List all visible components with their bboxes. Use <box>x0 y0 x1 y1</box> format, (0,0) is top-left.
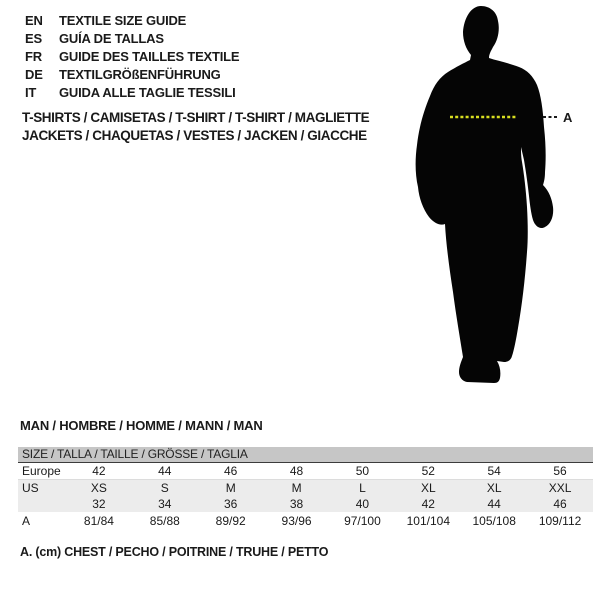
row-label: Europe <box>22 464 61 478</box>
language-code: EN <box>25 13 43 28</box>
measurement-caption: A. (cm) CHEST / PECHO / POITRINE / TRUHE / PETTO <box>20 545 329 559</box>
row-label: A <box>22 514 31 528</box>
table-cell: S <box>160 481 169 495</box>
category-jackets: JACKETS / CHAQUETAS / VESTES / JACKEN / GIACCHE <box>22 128 367 143</box>
size-table-header <box>18 447 593 463</box>
table-cell: 54 <box>487 464 501 478</box>
language-row <box>25 66 239 84</box>
category-tshirts: T-SHIRTS / CAMISETAS / T-SHIRT / T-SHIRT / MAGLIETTE <box>22 110 370 125</box>
table-row-numeric <box>18 496 593 512</box>
language-code: ES <box>25 31 42 46</box>
language-row <box>25 12 239 30</box>
table-cell: 101/104 <box>406 514 450 528</box>
language-code: DE <box>25 67 43 82</box>
table-cell: 36 <box>224 497 238 511</box>
table-cell: 34 <box>158 497 172 511</box>
size-table <box>18 447 593 530</box>
table-cell: M <box>225 481 236 495</box>
category-list <box>22 109 369 145</box>
language-label: GUIDE DES TAILLES TEXTILE <box>59 49 240 64</box>
table-row-us <box>18 480 593 496</box>
table-row-europe <box>18 463 593 480</box>
table-cell: 52 <box>421 464 435 478</box>
man-silhouette <box>416 6 554 383</box>
language-row <box>25 84 239 102</box>
man-silhouette-svg <box>400 0 580 395</box>
size-table-header-label: SIZE / TALLA / TAILLE / GRÖSSE / TAGLIA <box>22 447 248 461</box>
table-cell: 40 <box>355 497 370 511</box>
language-row <box>25 30 239 48</box>
language-label: GUIDA ALLE TAGLIE TESSILI <box>59 85 236 100</box>
table-cell: 46 <box>553 497 567 511</box>
table-cell: L <box>359 481 366 495</box>
table-row-a-chest <box>18 512 593 530</box>
table-cell: XXL <box>548 481 572 495</box>
table-cell: 42 <box>92 464 106 478</box>
language-list <box>25 12 239 102</box>
table-cell: 93/96 <box>281 514 312 528</box>
table-cell: 56 <box>553 464 567 478</box>
table-cell: 42 <box>421 497 435 511</box>
table-cell: 109/112 <box>538 514 582 528</box>
table-cell: 85/88 <box>149 514 180 528</box>
table-cell: XL <box>486 481 502 495</box>
table-cell: 50 <box>355 464 370 478</box>
row-label: US <box>22 481 39 495</box>
table-cell: 44 <box>487 497 501 511</box>
table-cell: 81/84 <box>83 514 114 528</box>
measurement-figure <box>400 0 580 395</box>
language-label: GUÍA DE TALLAS <box>59 31 164 46</box>
table-cell: XL <box>420 481 436 495</box>
table-cell: 89/92 <box>215 514 246 528</box>
table-cell: 38 <box>289 497 304 511</box>
section-heading: MAN / HOMBRE / HOMME / MANN / MAN <box>20 418 263 433</box>
table-cell: M <box>291 481 302 495</box>
table-cell: 105/108 <box>472 514 516 528</box>
language-label: TEXTILE SIZE GUIDE <box>59 13 187 28</box>
row-label <box>18 496 66 512</box>
table-cell: 44 <box>158 464 172 478</box>
language-code: FR <box>25 49 42 64</box>
language-row <box>25 48 239 66</box>
table-cell: 48 <box>289 464 304 478</box>
table-cell: 32 <box>92 497 106 511</box>
table-cell: 97/100 <box>344 514 381 528</box>
language-label: TEXTILGRÖßENFÜHRUNG <box>59 67 221 82</box>
table-cell: 46 <box>224 464 238 478</box>
table-cell: XS <box>90 481 107 495</box>
measure-label-a: A <box>563 110 573 125</box>
language-code: IT <box>25 85 37 100</box>
